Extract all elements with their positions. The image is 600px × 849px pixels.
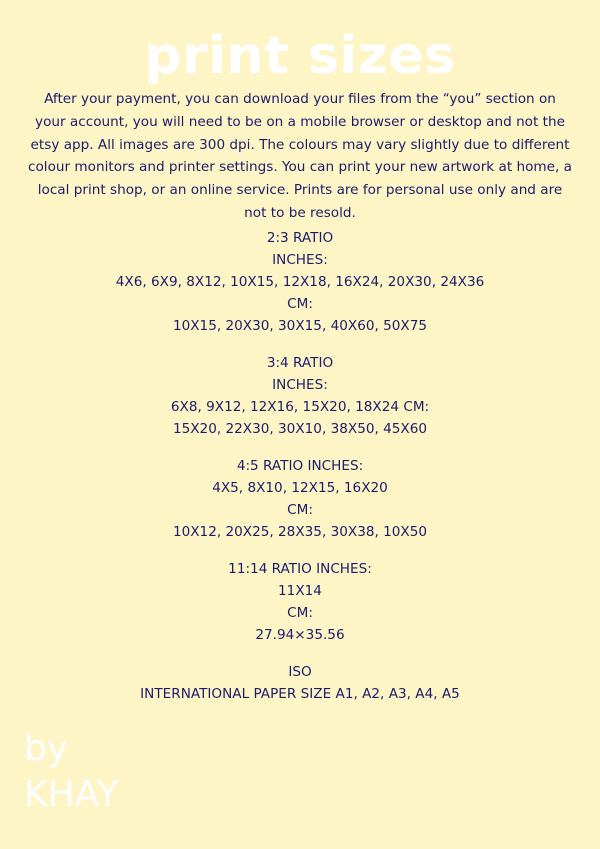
- print-sizes-list: [0, 227, 600, 705]
- section-3-4-ratio: [0, 352, 600, 440]
- section-gap: [0, 440, 600, 455]
- size-values: INTERNATIONAL PAPER SIZE A1, A2, A3, A4, A5: [140, 686, 460, 702]
- size-values: 10X15, 20X30, 30X15, 40X60, 50X75: [172, 318, 428, 334]
- section-11-14-ratio: [0, 558, 600, 646]
- section-heading: ISO: [288, 664, 312, 680]
- size-values: 4X5, 8X10, 12X15, 16X20: [212, 480, 388, 496]
- section-heading: 4:5 RATIO INCHES:: [236, 458, 364, 474]
- section-heading: 3:4 RATIO: [266, 355, 334, 371]
- section-iso: [0, 661, 600, 705]
- unit-label: CM:: [287, 296, 313, 312]
- section-heading: 2:3 RATIO: [266, 230, 334, 246]
- size-values: 11X14: [278, 583, 322, 599]
- signature-by: by: [24, 728, 69, 769]
- page-title: print sizes: [144, 26, 456, 86]
- unit-label: INCHES:: [272, 377, 328, 393]
- section-gap: [0, 646, 600, 661]
- unit-label: CM:: [287, 502, 313, 518]
- size-values: 10X12, 20X25, 28X35, 30X38, 10X50: [172, 524, 428, 540]
- section-2-3-ratio: [0, 227, 600, 337]
- section-gap: [0, 543, 600, 558]
- section-gap: [0, 337, 600, 352]
- signature-name: KHAY: [24, 774, 119, 815]
- size-values: 4X6, 6X9, 8X12, 10X15, 12X18, 16X24, 20X30, 24X36: [115, 274, 485, 290]
- size-values: 27.94×35.56: [255, 627, 345, 643]
- unit-label: CM:: [287, 605, 313, 621]
- section-heading: 11:14 RATIO INCHES:: [228, 561, 372, 577]
- size-values: 6X8, 9X12, 12X16, 15X20, 18X24 CM:: [170, 399, 430, 415]
- signature: [24, 726, 119, 818]
- size-values: 15X20, 22X30, 30X10, 38X50, 45X60: [172, 421, 428, 437]
- unit-label: INCHES:: [272, 252, 328, 268]
- section-4-5-ratio: [0, 455, 600, 543]
- intro-paragraph: After your payment, you can download your files from the “you” section on your account, you will need to be on a mobile browser or desktop and not the etsy app. All images are 300 dpi. The colours may vary slightly due to different colour monitors and printer settings. You can print your new artwork at home, a local print shop, or an online service. Prints are for personal use only and are not to be resold.: [28, 91, 572, 221]
